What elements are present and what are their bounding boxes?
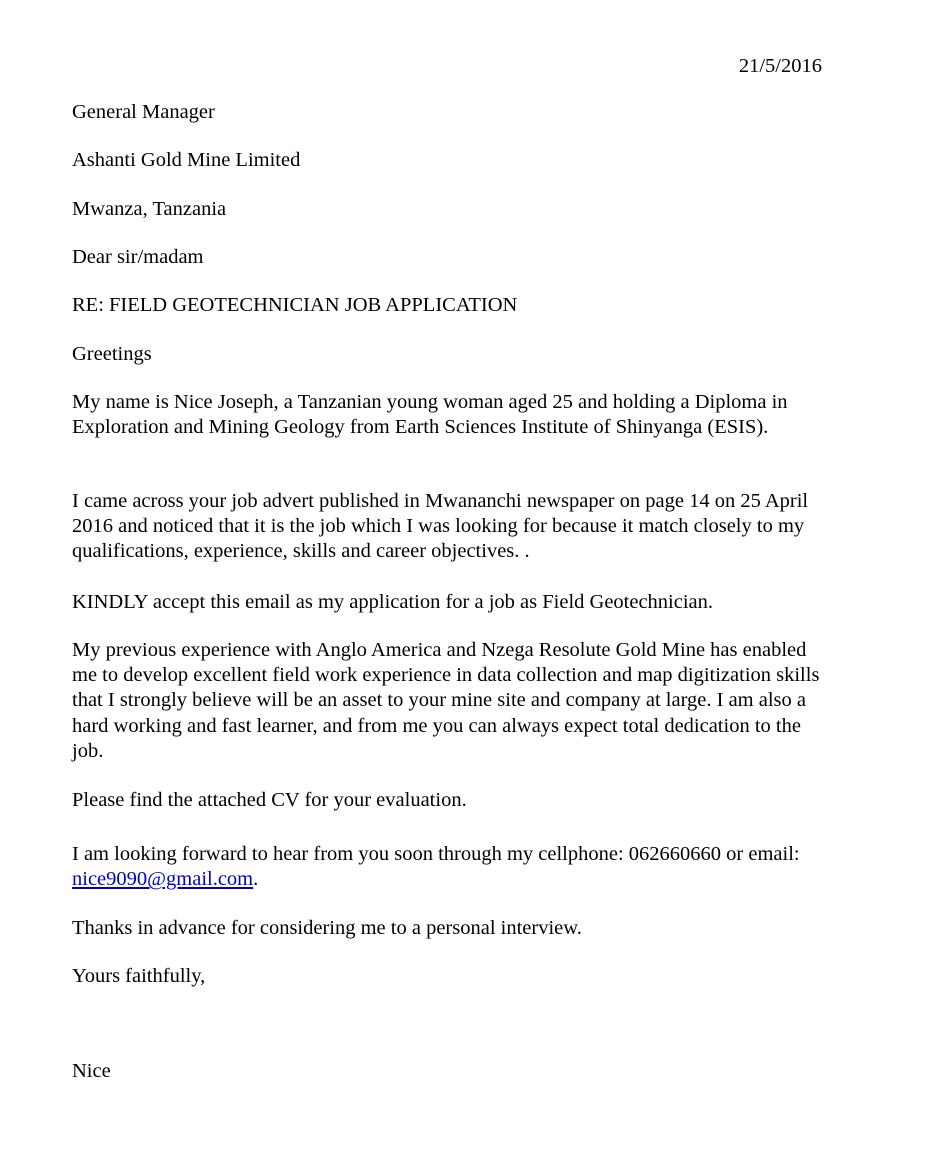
paragraph-thanks: Thanks in advance for considering me to a personal interview. bbox=[72, 917, 582, 939]
contact-trailing: . bbox=[253, 868, 259, 891]
contact-text: I am looking forward to hear from you soon through my cellphone: 062660660 or email: bbox=[72, 843, 800, 865]
salutation: Dear sir/madam bbox=[72, 246, 204, 268]
recipient-company: Ashanti Gold Mine Limited bbox=[72, 149, 301, 171]
subject-line: RE: FIELD GEOTECHNICIAN JOB APPLICATION bbox=[72, 294, 518, 316]
recipient-location: Mwanza, Tanzania bbox=[72, 198, 227, 220]
greeting: Greetings bbox=[72, 343, 152, 365]
paragraph-contact bbox=[72, 842, 832, 892]
paragraph-cv: Please find the attached CV for your evaluation. bbox=[72, 789, 467, 811]
paragraph-advert: I came across your job advert published in Mwananchi newspaper on page 14 on 25 April 2016 and noticed that it is the job which I was looking for because it match closely to my qualifications, experience, skills and career objectives. . bbox=[72, 490, 809, 563]
paragraph-intro: My name is Nice Joseph, a Tanzanian young woman aged 25 and holding a Diploma in Exploration and Mining Geology from Earth Sciences Institute of Shinyanga (ESIS). bbox=[72, 391, 788, 439]
paragraph-experience: My previous experience with Anglo America and Nzega Resolute Gold Mine has enabled me to develop excellent field work experience in data collection and map digitization skills that I strongly believe will be an asset to your mine site and company at large. I am also a hard working and fast learner, and from me you can always expect total dedication to the job. bbox=[72, 639, 820, 762]
letter-date: 21/5/2016 bbox=[738, 55, 822, 77]
recipient-title: General Manager bbox=[72, 101, 215, 123]
signature: Nice bbox=[72, 1060, 111, 1082]
email-link[interactable]: nice9090@gmail.com bbox=[72, 868, 254, 891]
paragraph-request: KINDLY accept this email as my application for a job as Field Geotechnician. bbox=[72, 591, 714, 613]
closing: Yours faithfully, bbox=[72, 965, 206, 987]
